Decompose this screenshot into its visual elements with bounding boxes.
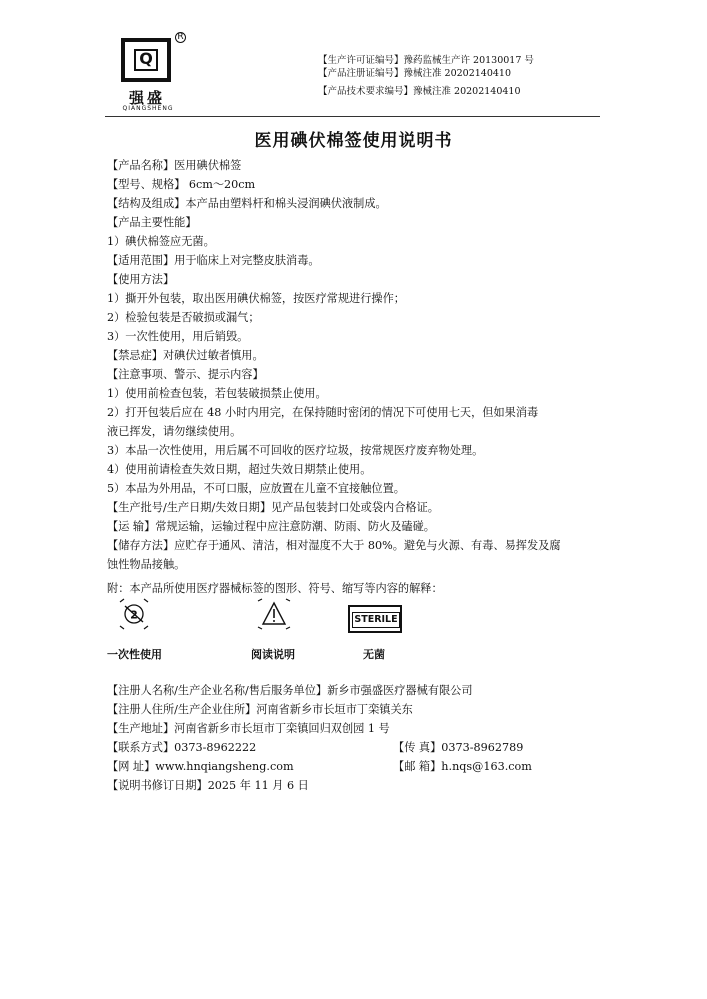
usage-item: 1）撕开外包装，取出医用碘伏棉签，按医疗常规进行操作；: [107, 292, 405, 305]
logo-name-en: QIANGSHENG: [122, 105, 174, 112]
registered-mark-icon: R: [175, 32, 186, 43]
revision-date-line: 【说明书修订日期】2025 年 11 月 6 日: [107, 779, 309, 792]
logo-name-cn: 强盛: [128, 89, 165, 107]
model-spec-line: 【型号、规格】 6cm～20cm: [107, 178, 256, 191]
logo-frame: [121, 38, 171, 82]
precaution-item: 3）本品一次性使用，用后属不可回收的医疗垃圾，按常规医疗废弃物处理。: [107, 444, 484, 457]
company-logo: [112, 34, 188, 112]
license-number: 【生产许可证编号】豫药监械生产许 20130017 号: [318, 55, 534, 66]
usage-item: 3）一次性使用，用后销毁。: [107, 330, 249, 343]
header-divider: [105, 116, 600, 117]
registrant-line: 【注册人名称/生产企业名称/售后服务单位】新乡市强盛医疗器械有限公司: [107, 684, 473, 697]
contraindication-line: 【禁忌症】对碘伏过敏者慎用。: [107, 349, 264, 362]
product-name-line: 【产品名称】医用碘伏棉签: [107, 159, 242, 172]
registration-number: 【产品注册证编号】豫械注准 20202140410: [318, 68, 512, 79]
sterile-label: 无菌: [363, 648, 385, 661]
fax-line: 【传 真】0373-8962789: [393, 741, 524, 754]
website-line: 【网 址】www.hnqiangsheng.com: [107, 760, 294, 773]
transport-line: 【运 输】常规运输，运输过程中应注意防潮、防雨、防火及磕碰。: [107, 520, 435, 533]
single-use-label: 一次性使用: [107, 648, 162, 661]
logo-symbol: Q: [139, 49, 153, 68]
structure-line: 【结构及组成】本产品由塑料杆和棉头浸润碘伏液制成。: [107, 197, 387, 210]
precaution-item-continued: 液已挥发，请勿继续使用。: [107, 425, 242, 438]
precautions-heading: 【注意事项、警示、提示内容】: [107, 368, 264, 381]
phone-line: 【联系方式】0373-8962222: [107, 741, 257, 754]
scope-line: 【适用范围】用于临床上对完整皮肤消毒。: [107, 254, 320, 267]
sterile-icon-text: STERILE: [352, 612, 400, 628]
precaution-item: 5）本品为外用品，不可口服，应放置在儿童不宜接触位置。: [107, 482, 405, 495]
usage-item: 2）检验包装是否破损或漏气；: [107, 311, 260, 324]
precaution-item: 1）使用前检查包装，若包装破损禁止使用。: [107, 387, 327, 400]
single-use-icon: [114, 598, 154, 630]
logo-inner-frame: [134, 49, 158, 71]
email-line: 【邮 箱】h.nqs@163.com: [393, 760, 532, 773]
usage-heading: 【使用方法】: [107, 273, 175, 286]
precaution-item: 4）使用前请检查失效日期，超过失效日期禁止使用。: [107, 463, 372, 476]
storage-line: 【储存方法】应贮存于通风、清洁，相对湿度不大于 80%。避免与火源、有毒、易挥发及腐: [107, 539, 561, 552]
precaution-item: 2）打开包装后应在 48 小时内用完，在保持随时密闭的情况下可使用七天，但如果消毒: [107, 406, 539, 419]
read-instructions-label: 阅读说明: [251, 648, 295, 661]
address-line: 【注册人住所/生产企业住所】河南省新乡市长垣市丁栾镇关东: [107, 703, 413, 716]
document-title: 医用碘伏棉签使用说明书: [254, 131, 453, 151]
batch-date-line: 【生产批号/生产日期/失效日期】见产品包装封口处或袋内合格证。: [107, 501, 439, 514]
performance-item: 1）碘伏棉签应无菌。: [107, 235, 215, 248]
sterile-icon: [348, 605, 402, 633]
svg-text:2: 2: [130, 608, 138, 622]
caution-icon: [254, 598, 294, 630]
storage-line-continued: 蚀性物品接触。: [107, 558, 186, 571]
technical-requirement-number: 【产品技术要求编号】豫械注准 20202140410: [318, 86, 521, 97]
performance-heading: 【产品主要性能】: [107, 216, 197, 229]
appendix-note: 附：本产品所使用医疗器械标签的图形、符号、缩写等内容的解释：: [107, 582, 443, 595]
production-site-line: 【生产地址】河南省新乡市长垣市丁栾镇回归双创园 1 号: [107, 722, 390, 735]
